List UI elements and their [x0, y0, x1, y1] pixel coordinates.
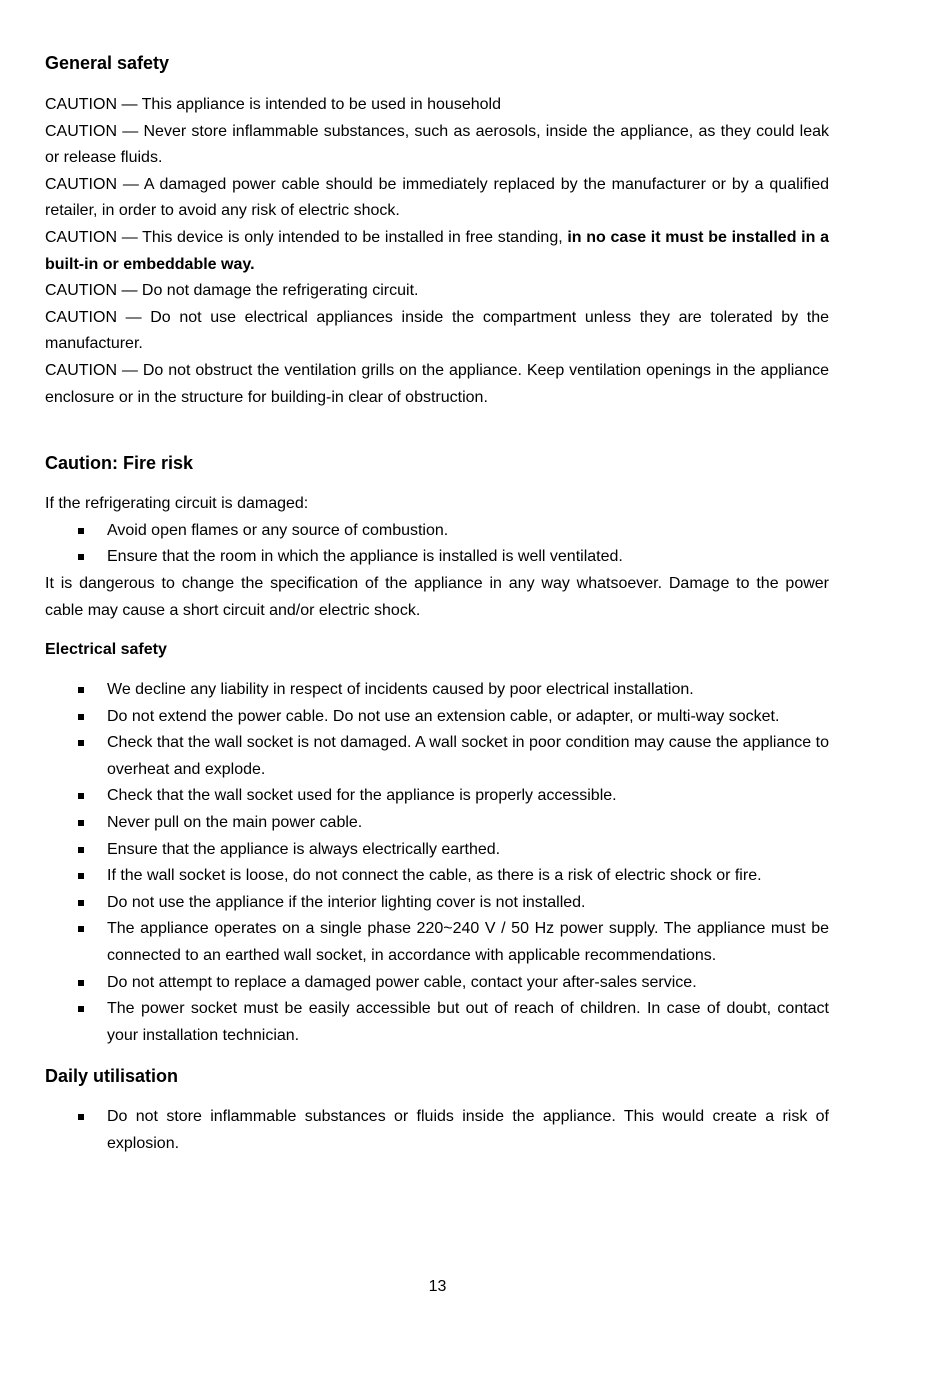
list-item: The appliance operates on a single phase 220~240 V / 50 Hz power supply. The appliance must be connected to an earthed wall socket, in accordance with applicable recommendations. — [45, 916, 829, 969]
square-bullet-icon — [78, 528, 84, 534]
fire-risk-intro: If the refrigerating circuit is damaged: — [45, 495, 309, 513]
square-bullet-icon — [78, 847, 84, 853]
caution-paragraph: CAUTION — This appliance is intended to be used in household — [45, 96, 501, 113]
caution-paragraph: CAUTION — Do not use electrical appliances inside the compartment unless they are tolerated by the manufacturer. — [45, 308, 829, 353]
square-bullet-icon — [78, 980, 84, 986]
list-item: Never pull on the main power cable. — [45, 810, 829, 837]
square-bullet-icon — [78, 873, 84, 879]
electrical-safety-heading: Electrical safety — [45, 641, 167, 659]
daily-utilisation-heading: Daily utilisation — [45, 1066, 179, 1087]
caution-paragraph: CAUTION — Do not obstruct the ventilation grills on the appliance. Keep ventilation openings in the appliance enclosure or in the structure for building-in clear of obstruction. — [45, 361, 829, 406]
square-bullet-icon — [78, 1114, 84, 1120]
square-bullet-icon — [78, 554, 84, 560]
caution-paragraph: CAUTION — Do not damage the refrigerating circuit. — [45, 282, 419, 300]
list-item: Do not extend the power cable. Do not use an extension cable, or adapter, or multi-way socket. — [45, 704, 829, 731]
square-bullet-icon — [78, 793, 84, 799]
list-item: Avoid open flames or any source of combustion. — [45, 518, 829, 545]
caution-paragraph: CAUTION — Never store inflammable substances, such as aerosols, inside the appliance, as they could leak or release fluids. — [45, 122, 829, 167]
list-item: Check that the wall socket is not damaged. A wall socket in poor condition may cause the appliance to overheat and explode. — [45, 730, 829, 783]
electrical-safety-list — [45, 677, 829, 1049]
list-item: We decline any liability in respect of incidents caused by poor electrical installation. — [45, 677, 829, 704]
list-item: Ensure that the appliance is always electrically earthed. — [45, 837, 829, 864]
square-bullet-icon — [78, 1006, 84, 1012]
list-item: Do not store inflammable substances or fluids inside the appliance. This would create a risk of explosion. — [45, 1104, 829, 1157]
list-item: Do not use the appliance if the interior lighting cover is not installed. — [45, 890, 829, 917]
square-bullet-icon — [78, 926, 84, 932]
fire-risk-outro: It is dangerous to change the specification of the appliance in any way whatsoever. Damage to the power cable may cause a short circuit and/or electric shock. — [45, 574, 829, 619]
general-safety-section — [45, 50, 829, 411]
square-bullet-icon — [78, 740, 84, 746]
fire-risk-heading: Caution: Fire risk — [45, 453, 194, 474]
square-bullet-icon — [78, 900, 84, 906]
list-item: The power socket must be easily accessible but out of reach of children. In case of doubt, contact your installation technician. — [45, 996, 829, 1049]
page-number: 13 — [428, 1278, 447, 1295]
list-item: Do not attempt to replace a damaged power cable, contact your after-sales service. — [45, 970, 829, 997]
caution-emphasis: in no case it must be installed in a built-in or embeddable way. — [45, 228, 829, 273]
fire-risk-list — [45, 518, 829, 571]
caution-paragraph: CAUTION — A damaged power cable should be immediately replaced by the manufacturer or by a qualified retailer, in order to avoid any risk of electric shock. — [45, 175, 829, 220]
fire-risk-section — [45, 450, 829, 624]
electrical-safety-section — [45, 637, 829, 1049]
document-page — [45, 50, 829, 1158]
square-bullet-icon — [78, 714, 84, 720]
daily-utilisation-list — [45, 1104, 829, 1157]
square-bullet-icon — [78, 687, 84, 693]
daily-utilisation-section — [45, 1063, 829, 1157]
caution-paragraph: CAUTION — This device is only intended to be installed in free standing, in no case it must be installed in a built-in or embeddable way. — [45, 228, 829, 273]
list-item: Check that the wall socket used for the appliance is properly accessible. — [45, 783, 829, 810]
list-item: If the wall socket is loose, do not connect the cable, as there is a risk of electric shock or fire. — [45, 863, 829, 890]
list-item: Ensure that the room in which the appliance is installed is well ventilated. — [45, 544, 829, 571]
square-bullet-icon — [78, 820, 84, 826]
general-safety-heading: General safety — [45, 53, 170, 73]
